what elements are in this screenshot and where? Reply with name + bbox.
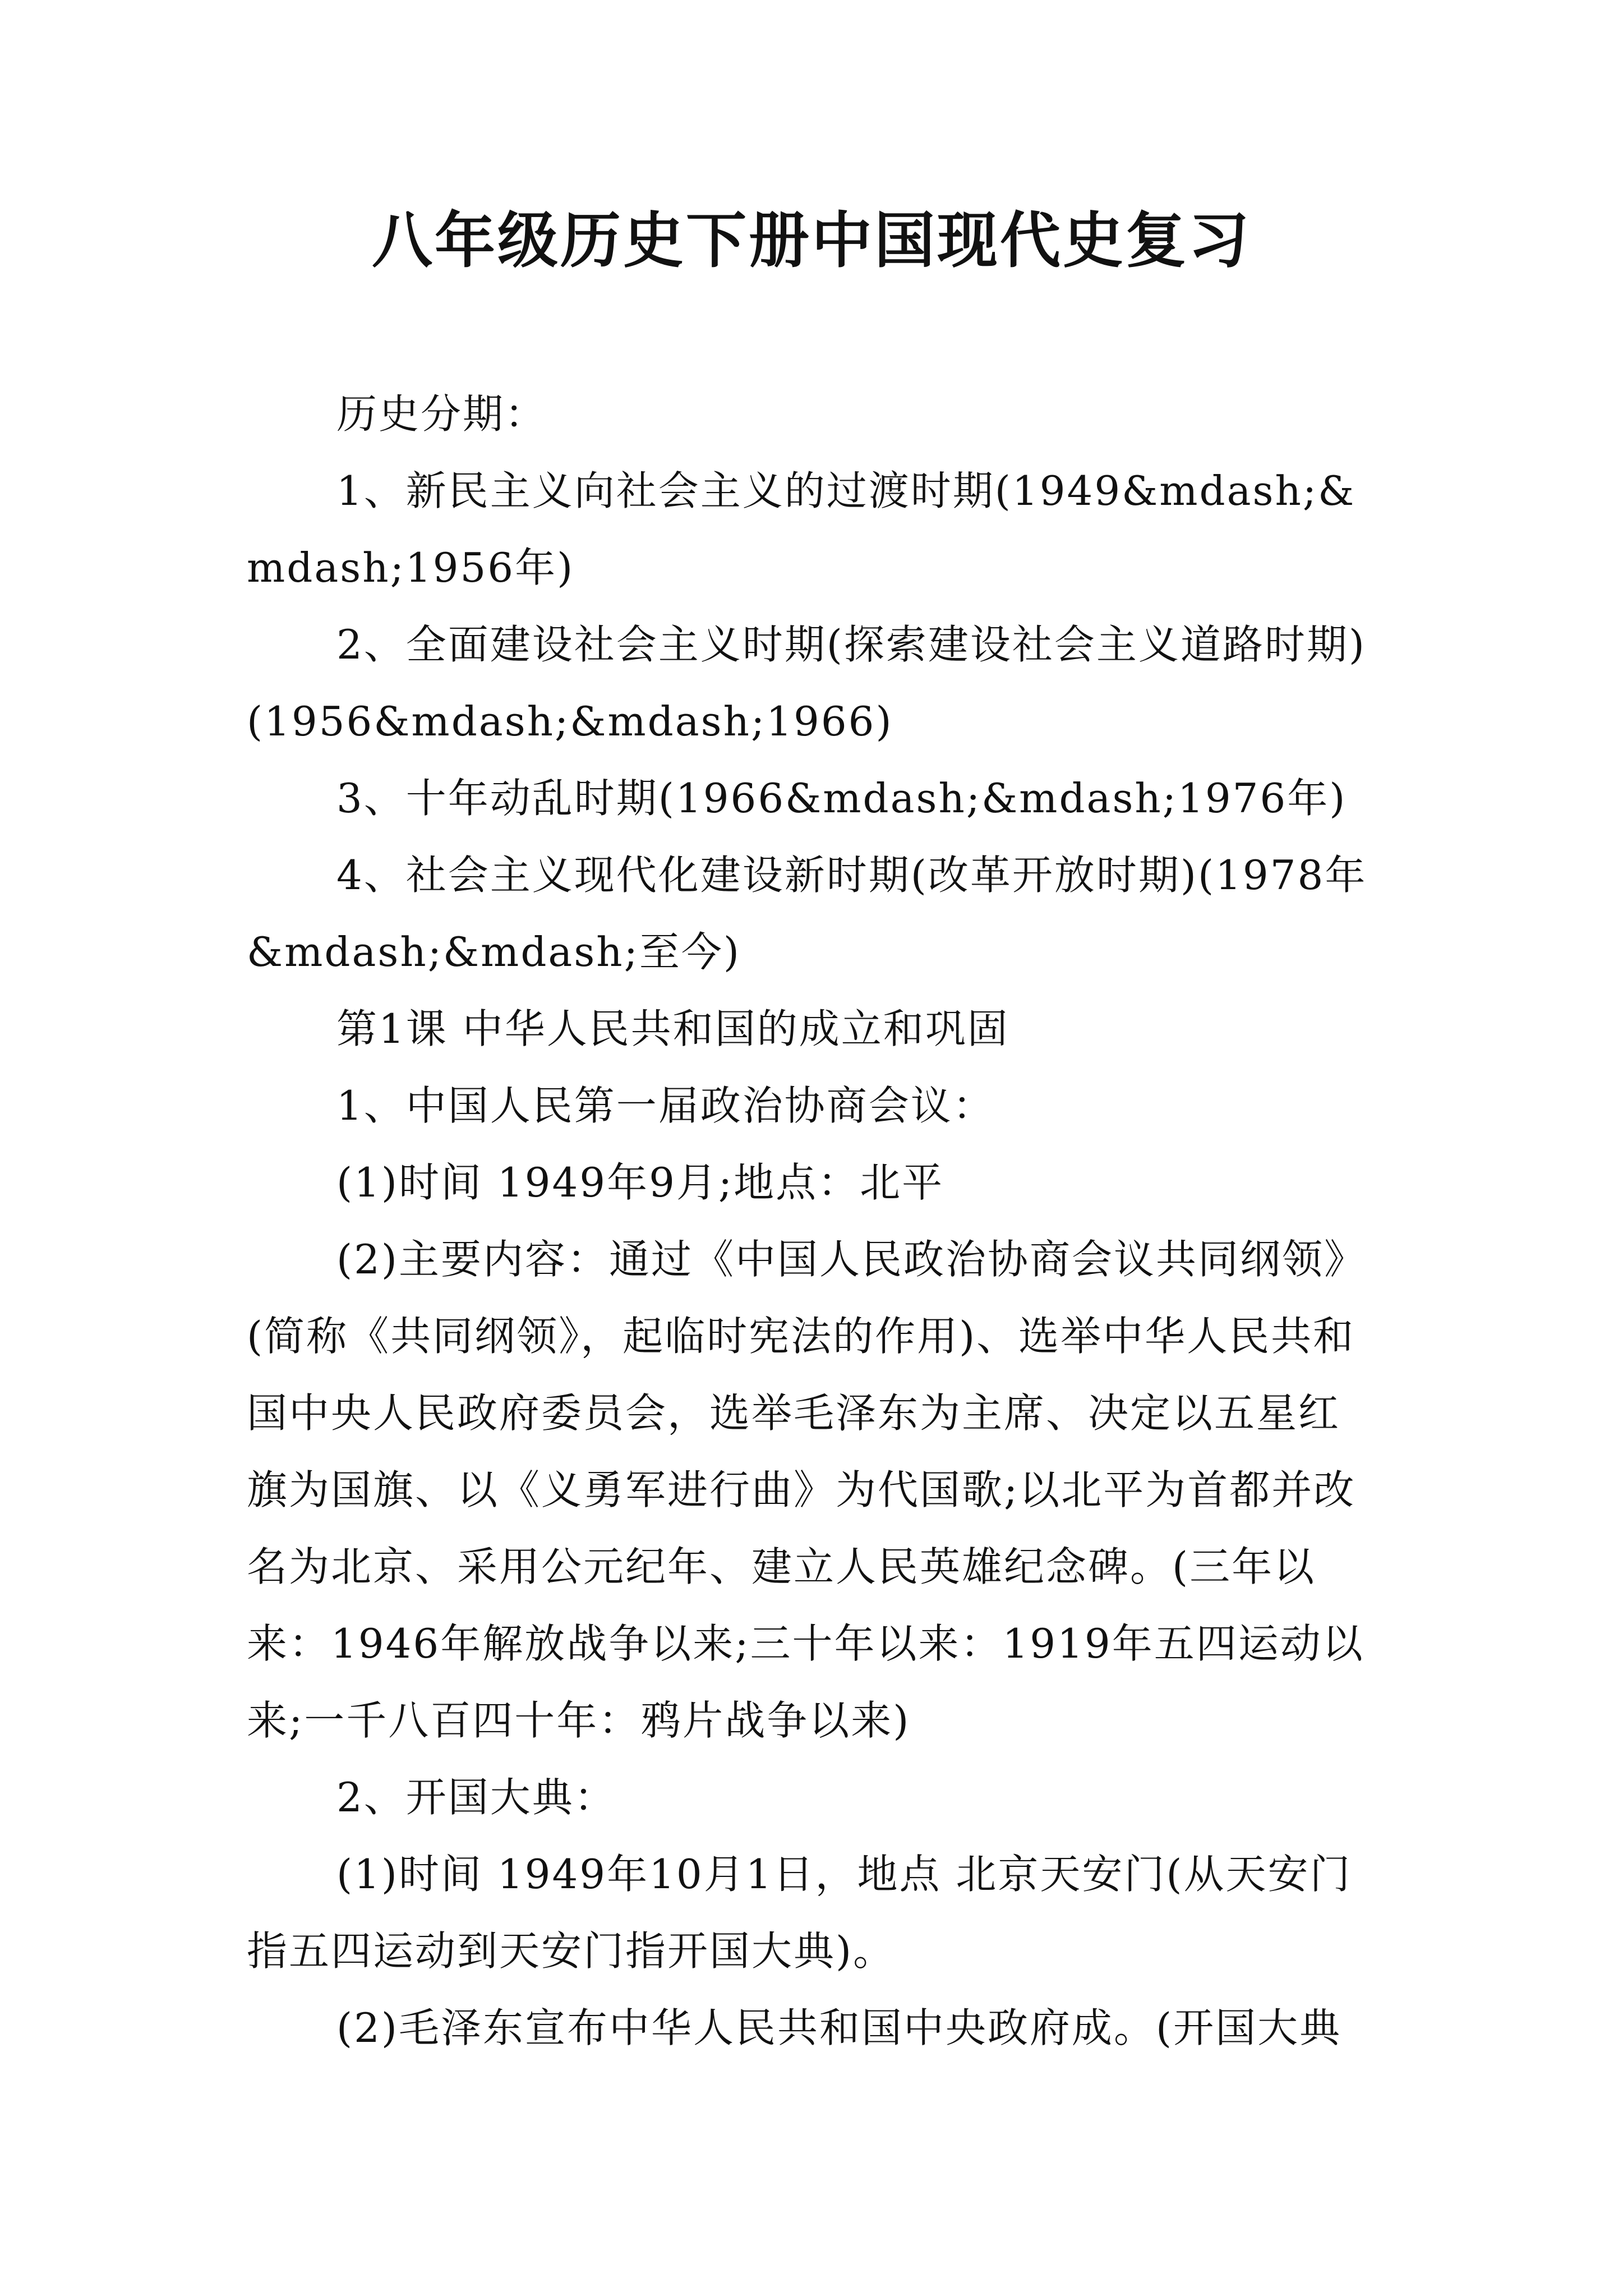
paragraph: 1、中国人民第一届政治协商会议：: [336, 1082, 995, 1129]
paragraph: (1)时间 1949年9月;地点：北平: [336, 1159, 944, 1206]
paragraph: 4、社会主义现代化建设新时期(改革开放时期)(1978年&mdash;&mdash;至今): [247, 852, 1367, 976]
paragraph: (2)毛泽东宣布中华人民共和国中央政府成。(开国大典: [336, 2004, 1342, 2051]
paragraph: 1、新民主义向社会主义的过渡时期(1949&mdash;&mdash;1956年): [247, 467, 1356, 591]
paragraph: 2、开国大典：: [336, 1774, 616, 1821]
paragraph: 2、全面建设社会主义时期(探索建设社会主义道路时期)(1956&mdash;&mdash;1966): [247, 621, 1366, 745]
paragraph: (1)时间 1949年10月1日，地点 北京天安门(从天安门指五四运动到天安门指开国大典)。: [247, 1851, 1352, 1975]
document-title: 八年级历史下册中国现代史复习: [371, 206, 1251, 276]
lesson-heading: 第1课 中华人民共和国的成立和巩固: [336, 1005, 1009, 1052]
paragraph: 3、十年动乱时期(1966&mdash;&mdash;1976年): [336, 775, 1347, 822]
paragraph: 历史分期：: [336, 390, 547, 438]
paragraph: (2)主要内容：通过《中国人民政治协商会议共同纲领》(简称《共同纲领》，起临时宪法的作用)、选举中华人民共和国中央人民政府委员会，选举毛泽东为主席、决定以五星红旗为国旗、以《义勇军进行曲》为代国歌;以北平为首都并改名为北京、采用公元纪年、建立人民英雄纪念碑。(三年以来：1946年解放战争以来;三十年以来：1919年五四运动以来;一千八百四十年：鸦片战争以来): [247, 1236, 1366, 1744]
document-body: [247, 376, 1377, 2067]
